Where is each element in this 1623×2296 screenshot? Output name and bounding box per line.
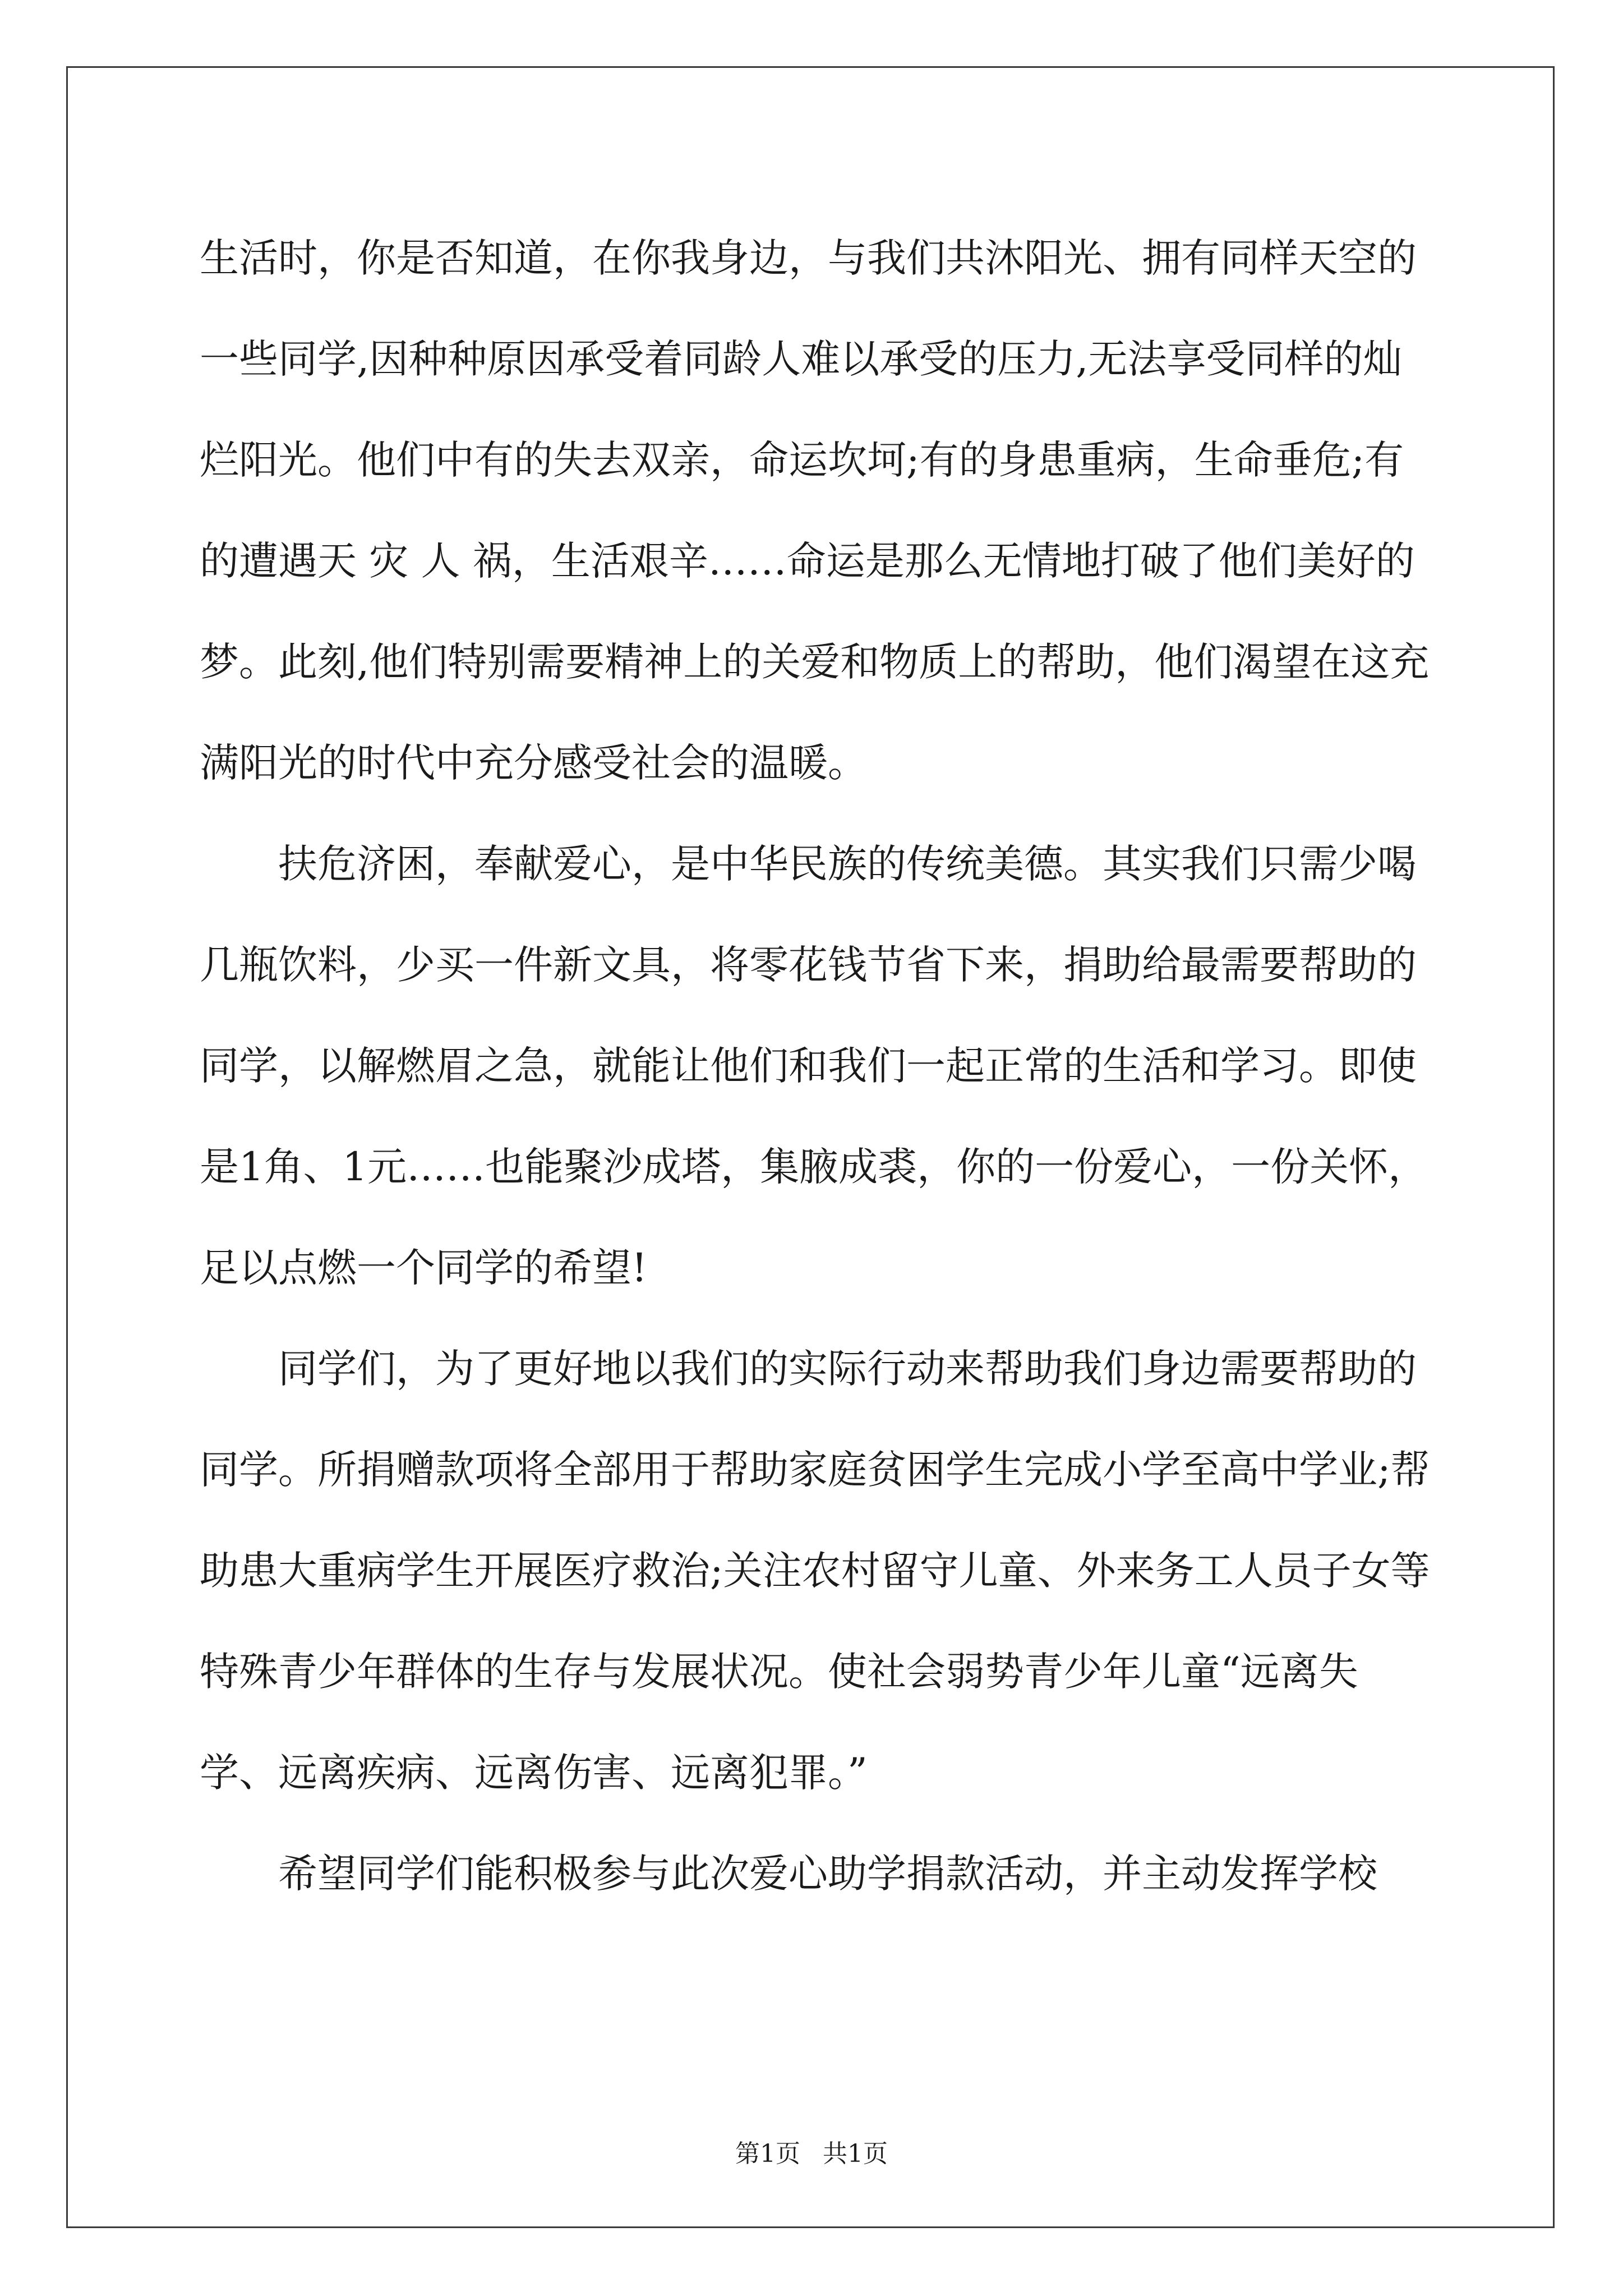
document-body	[200, 208, 1433, 1924]
page-number: 第1页	[735, 2139, 800, 2168]
page-footer	[0, 2137, 1623, 2171]
paragraph-2: 扶危济困，奉献爱心，是中华民族的传统美德。其实我们只需少喝几瓶饮料，少买一件新文具，将零花钱节省下来，捐助给最需要帮助的同学，以解燃眉之急，就能让他们和我们一起正常的生活和学习。即使是1角、1元……也能聚沙成塔，集腋成裘，你的一份爱心，一份关怀，足以点燃一个同学的希望!	[200, 841, 1428, 1291]
paragraph-4: 希望同学们能积极参与此次爱心助学捐款活动，并主动发挥学校	[278, 1851, 1377, 1897]
paragraph-1: 生活时，你是否知道，在你我身边，与我们共沐阳光、拥有同样天空的一些同学,因种种原因承受着同龄人难以承受的压力,无法享受同样的灿烂阳光。他们中有的失去双亲，命运坎坷;有的身患重病，生命垂危;有的遭遇天 灾 人 祸，生活艰辛……命运是那么无情地打破了他们美好的梦。此刻,他们特别需要精神上的关爱和物质上的帮助，他们渴望在这充满阳光的时代中充分感受社会的温暖。	[200, 235, 1430, 786]
paragraph-3: 同学们，为了更好地以我们的实际行动来帮助我们身边需要帮助的同学。所捐赠款项将全部用于帮助家庭贫困学生完成小学至高中学业;帮助患大重病学生开展医疗救治;关注农村留守儿童、外来务工人员子女等特殊青少年群体的生存与发展状况。使社会弱势青少年儿童“远离失学、远离疾病、远离伤害、远离犯罪。”	[200, 1346, 1430, 1796]
page-total: 共1页	[823, 2139, 888, 2168]
